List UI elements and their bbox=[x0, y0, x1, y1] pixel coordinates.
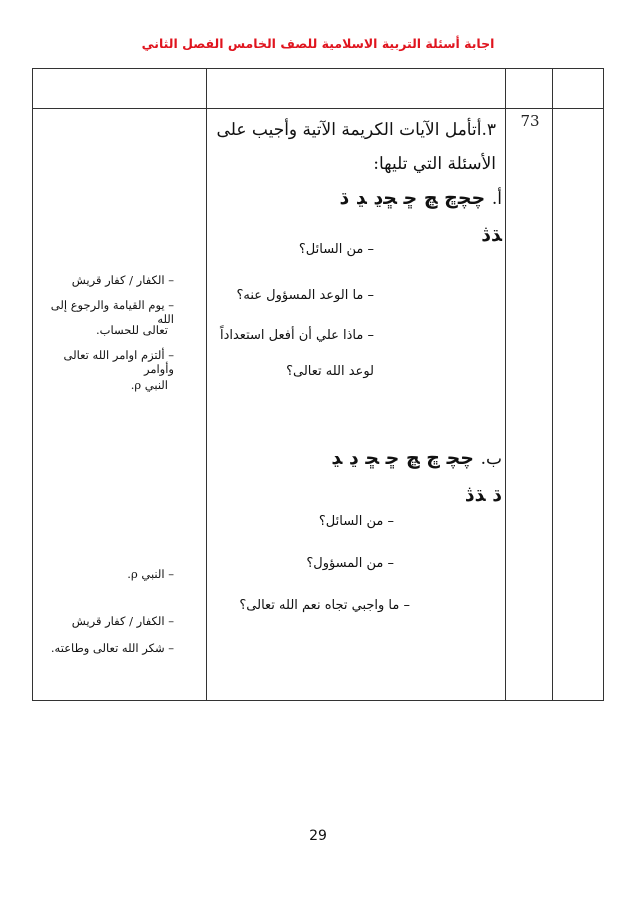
part-b-question-1: – من السائل؟ bbox=[318, 514, 394, 529]
verse-b bbox=[214, 440, 502, 513]
book-page-number: 73 bbox=[520, 112, 540, 130]
question-title-line2: الأسئلة التي تليها: bbox=[373, 154, 496, 174]
column-divider-questions bbox=[505, 68, 506, 701]
part-a-question-4: لوعد الله تعالى؟ bbox=[286, 364, 374, 379]
answer-b-1: – النبي ρ. bbox=[127, 567, 174, 581]
part-a-question-3: – ماذا علي أن أفعل استعداداً bbox=[219, 328, 374, 343]
column-divider-page bbox=[552, 68, 553, 701]
table-border-left bbox=[32, 68, 33, 701]
answer-a-3: تعالى للحساب. bbox=[96, 323, 168, 337]
verse-a-line1: ﭼﭽﭾ ﭿ ﮀ ﮁﮂ ﮃ ﮄ bbox=[339, 187, 486, 209]
page-title: اجابة أسئلة التربية الاسلامية للصف الخامس الفصل الثاني bbox=[141, 36, 495, 51]
question-title-line1: ٣.أتأمل الآيات الكريمة الآتية وأجيب على bbox=[216, 120, 496, 140]
answer-b-3: – شكر الله تعالى وطاعته. bbox=[50, 641, 174, 655]
part-b-question-3: – ما واجبي تجاه نعم الله تعالى؟ bbox=[239, 598, 410, 613]
column-divider-answers bbox=[206, 68, 207, 701]
answer-a-5: النبي ρ. bbox=[130, 378, 168, 392]
table-header-divider bbox=[32, 108, 603, 109]
part-b-question-2: – من المسؤول؟ bbox=[306, 556, 394, 571]
verse-a-line2: ﮅﮆ bbox=[481, 224, 502, 246]
part-a-question-2: – ما الوعد المسؤول عنه؟ bbox=[236, 288, 374, 303]
part-b-label: ب. bbox=[480, 449, 502, 469]
part-a-label: أ. bbox=[491, 189, 502, 209]
part-a-question-1: – من السائل؟ bbox=[298, 242, 374, 257]
answer-a-1: – الكفار / كفار قريش bbox=[71, 273, 174, 287]
table-border-top bbox=[32, 68, 603, 69]
table-border-bottom bbox=[32, 700, 603, 701]
answer-a-4: – ألتزم اوامر الله تعالى وأوامر bbox=[63, 348, 174, 376]
answer-b-2: – الكفار / كفار قريش bbox=[71, 614, 174, 628]
page-footer-number: 29 bbox=[309, 828, 327, 844]
verse-b-line1: ﭼﭽ ﭾ ﭿ ﮀ ﮁ ﮂ ﮃ bbox=[331, 447, 474, 469]
verse-b-line2: ﮄ ﮅﮆ bbox=[464, 484, 502, 506]
question-title bbox=[210, 113, 496, 181]
answer-a-2: – يوم القيامة والرجوع إلى الله bbox=[50, 298, 174, 326]
table-border-right bbox=[603, 68, 604, 701]
